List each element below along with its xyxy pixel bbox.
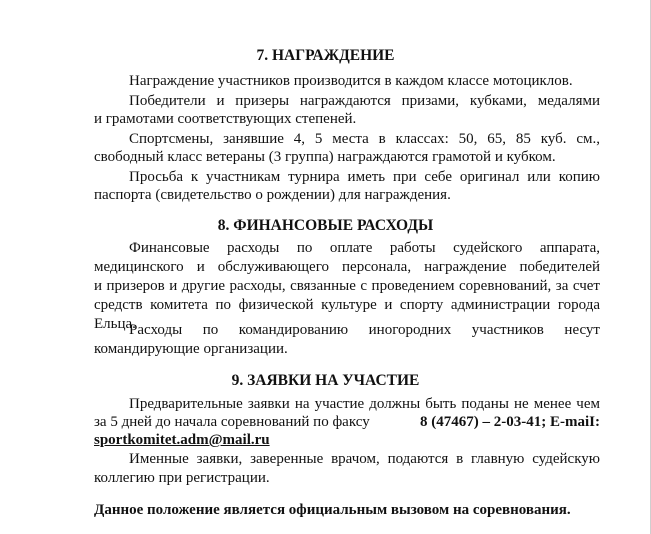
paragraph-line: Просьба к участникам турнира иметь при себе оригинал или копию xyxy=(129,169,600,185)
paragraph-line: Предварительные заявки на участие должны быть поданы не менее чем xyxy=(129,396,600,412)
section-heading-finance: 8. ФИНАНСОВЫЕ РАСХОДЫ xyxy=(217,217,434,234)
section-heading-awards: 7. НАГРАЖДЕНИЕ xyxy=(256,47,395,64)
section-heading-applications: 9. ЗАЯВКИ НА УЧАСТИЕ xyxy=(231,372,420,389)
paragraph-line: медицинского и обслуживающего персонала, награждение победителей xyxy=(94,259,600,275)
paragraph-line: и призеров и другие расходы, связанные с проведением соревнований, за счет xyxy=(94,278,600,294)
paragraph-line: Спортсмены, занявшие 4, 5 места в классах: 50, 65, 85 куб. см., xyxy=(129,131,600,147)
email-link[interactable]: sportkomitet.adm@mail.ru xyxy=(94,432,270,448)
paragraph-line: Расходы по командированию иногородних участников несут xyxy=(129,322,600,338)
closing-statement: Данное положение является официальным вызовом на соревнования. xyxy=(94,502,571,518)
paragraph-line: Ельца. xyxy=(94,316,136,332)
paragraph-line: Награждение участников производится в каждом классе мотоциклов. xyxy=(129,73,573,89)
paragraph-text: за 5 дней до начала соревнований по факсу xyxy=(94,414,370,430)
paragraph-line: Финансовые расходы по оплате работы судейского аппарата, xyxy=(129,240,600,256)
paragraph-line: Победители и призеры награждаются призами, кубками, медалями xyxy=(129,93,600,109)
paragraph-line: Именные заявки, заверенные врачом, подаются в главную судейскую xyxy=(129,451,600,467)
fax-and-email-label: 8 (47467) – 2-03-41; E-maiI: xyxy=(420,414,600,430)
paragraph-line: свободный класс ветераны (3 группа) награждаются грамотой и кубком. xyxy=(94,149,556,165)
paragraph-line: командирующие организации. xyxy=(94,341,288,357)
paragraph-line: средств комитета по физической культуре и спорту администрации города xyxy=(94,297,600,313)
paragraph-line: коллегию при регистрации. xyxy=(94,470,270,486)
paragraph-line: и грамотами соответствующих степеней. xyxy=(94,111,357,127)
paragraph-line-with-contacts xyxy=(94,413,600,431)
paragraph-line: паспорта (свидетельство о рождении) для награждения. xyxy=(94,187,451,203)
